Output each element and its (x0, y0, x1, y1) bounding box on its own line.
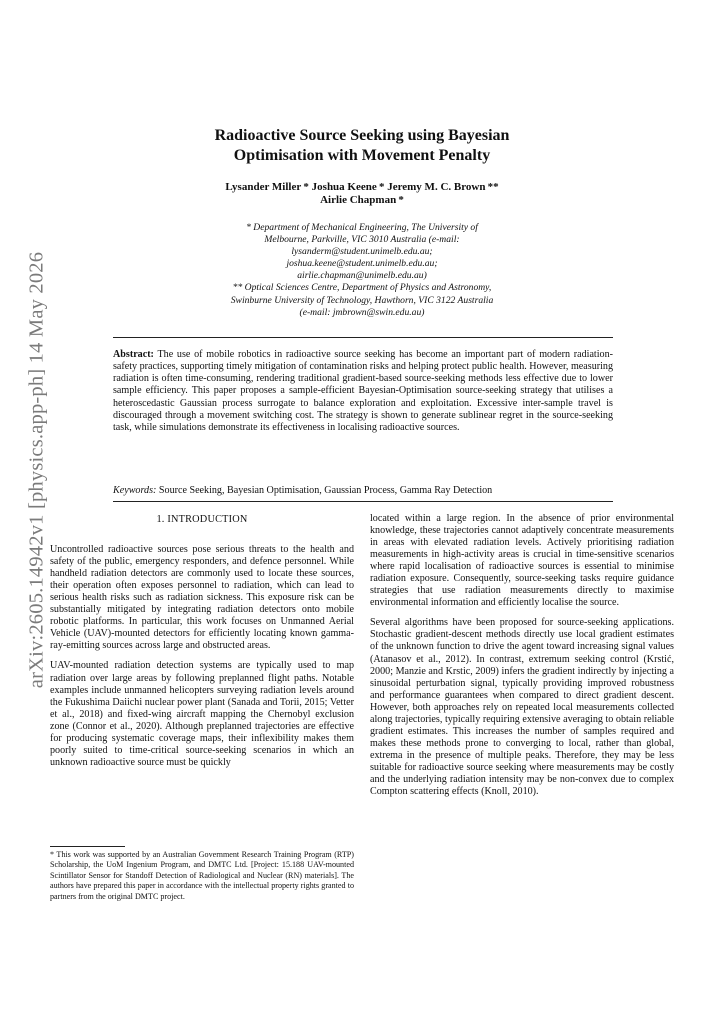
affiliations (120, 222, 604, 319)
affiliation-line: Swinburne University of Technology, Hawthorn, VIC 3122 Australia (230, 294, 494, 306)
section-heading: 1. INTRODUCTION (156, 514, 248, 525)
keywords-bottom-rule (113, 501, 613, 502)
footnote: * This work was supported by an Australian Government Research Training Program (RTP) Scholarship, the UoM Ingenium Program, and DMTC Ltd. [Project: 15.188 UAV-mounted Scintillator Sensor for Standoff Detection of Radiological and Nuclear (RN) materials]. The authors have prepared this paper in accordance with the intellectual property rights granted to partners from the original DMTC project. (50, 850, 354, 901)
affiliation-line: airlie.chapman@unimelb.edu.au) (297, 270, 427, 282)
title-line: Radioactive Source Seeking using Bayesian (214, 127, 510, 144)
abstract (113, 349, 613, 434)
affiliation-line: joshua.keene@student.unimelb.edu.au; (286, 258, 438, 270)
authors-line: Lysander Miller * Joshua Keene * Jeremy M. C. Brown ** (225, 181, 499, 193)
abstract-text: The use of mobile robotics in radioactive source seeking has become an important part of modern radiation-safety practices, supporting timely mitigation of contamination risks and helping protect public health. However, measuring radiation is often time-consuming, rendering traditional gradient-based source-seeking methods less effective due to lower sample efficiency. This paper proposes a sample-efficient Bayesian-Optimisation source-seeking strategy that utilises a heteroscedastic Gaussian process surrogate to balance exploration and exploitation. Excessive inter-sample travel is discouraged through a movement switching cost. The strategy is shown to generate sublinear regret in the source-seeking task, while simulations demonstrate its effectiveness in localising radioactive sources. (113, 349, 613, 433)
footnote-rule (50, 846, 125, 847)
keywords-text: Source Seeking, Bayesian Optimisation, Gaussian Process, Gamma Ray Detection (158, 485, 493, 496)
right-column (370, 513, 674, 798)
abstract-top-rule (113, 337, 613, 338)
affiliation-line: Melbourne, Parkville, VIC 3010 Australia (e-mail: (264, 234, 460, 246)
keywords (113, 485, 613, 497)
title-line: Optimisation with Movement Penalty (233, 147, 491, 164)
authors-line: Airlie Chapman * (320, 194, 404, 206)
affiliation-line: * Department of Mechanical Engineering, The University of (246, 222, 478, 233)
arxiv-stamp (19, 245, 54, 695)
affiliation-line: (e-mail: jmbrown@swin.edu.au) (299, 306, 425, 318)
abstract-label: Abstract: (113, 349, 154, 360)
left-column (50, 514, 354, 769)
affiliation-line: lysanderm@student.unimelb.edu.au; (291, 246, 433, 258)
affiliation-line: ** Optical Sciences Centre, Department of Physics and Astronomy, (232, 282, 492, 294)
paragraph: located within a large region. In the absence of prior environmental knowledge, these trajectories cannot adaptively concentrate measurements in areas with elevated radiation levels. Actively prioritising radiation measurements in high-activity areas is crucial in time-sensitive scenarios where rapid localisation of radioactive sources is essential to minimise radiation exposure. Consequently, source-seeking tasks require guidance strategies that use radiation measurements directly to maximise environmental information and efficiently localise the source. (370, 513, 674, 609)
paragraph: UAV-mounted radiation detection systems are typically used to map radiation over large areas by following preplanned flight paths. Notable examples include unmanned helicopters surveying radiation levels around the Fukushima Daiichi nuclear power plant (Sanada and Torii, 2015; Vetter et al., 2018) and fixed-wing aircraft mapping the Chernobyl exclusion zone (Connor et al., 2020). Although preplanned trajectories are effective for producing systematic coverage maps, their inflexibility makes them poorly suited to time-critical source-seeking scenarios in which an unknown radioactive source must be quickly (50, 660, 354, 768)
author-list (120, 181, 604, 207)
paragraph: Several algorithms have been proposed for source-seeking applications. Stochastic gradient-descent methods directly use local gradient estimates of the unknown function to drive the agent toward increasing signal values (Atanasov et al., 2012). In contrast, extremum seeking control (Krstić, 2000; Manzie and Krstic, 2009) infers the gradient indirectly by injecting a sinusoidal perturbation signal, typically providing improved robustness and performance guarantees when compared to direct gradient descent. However, both approaches rely on repeated local measurements collected along trajectories, typically requiring extensive averaging to obtain reliable gradient estimates. This increases the number of samples required and makes these methods prone to converging to local, rather than global, extrema in the presence of multiple peaks. Therefore, they may be less suitable for radioactive source seeking where measurements may be costly and the underlying radiation intensity may be non-convex due to complex Compton scattering effects (Knoll, 2010). (370, 617, 674, 798)
paragraph: Uncontrolled radioactive sources pose serious threats to the health and safety of the public, emergency responders, and defence personnel. While handheld radiation detectors are commonly used to locate these sources, their operation often exposes personnel to radiation, which can lead to serious health risks such as radiation sickness. This exposure risk can be substantially mitigated by integrating radiation detectors onto mobile robotic platforms. In particular, this work focuses on Unmanned Aerial Vehicle (UAV)-mounted detectors for efficiently locating known gamma-ray-emitting sources across large and obstructed areas. (50, 544, 354, 652)
paper-title (120, 126, 604, 166)
keywords-label: Keywords: (113, 485, 157, 496)
arxiv-stamp-text: arXiv:2605.14942v1 [physics.app-ph] 14 May 2026 (25, 251, 47, 689)
